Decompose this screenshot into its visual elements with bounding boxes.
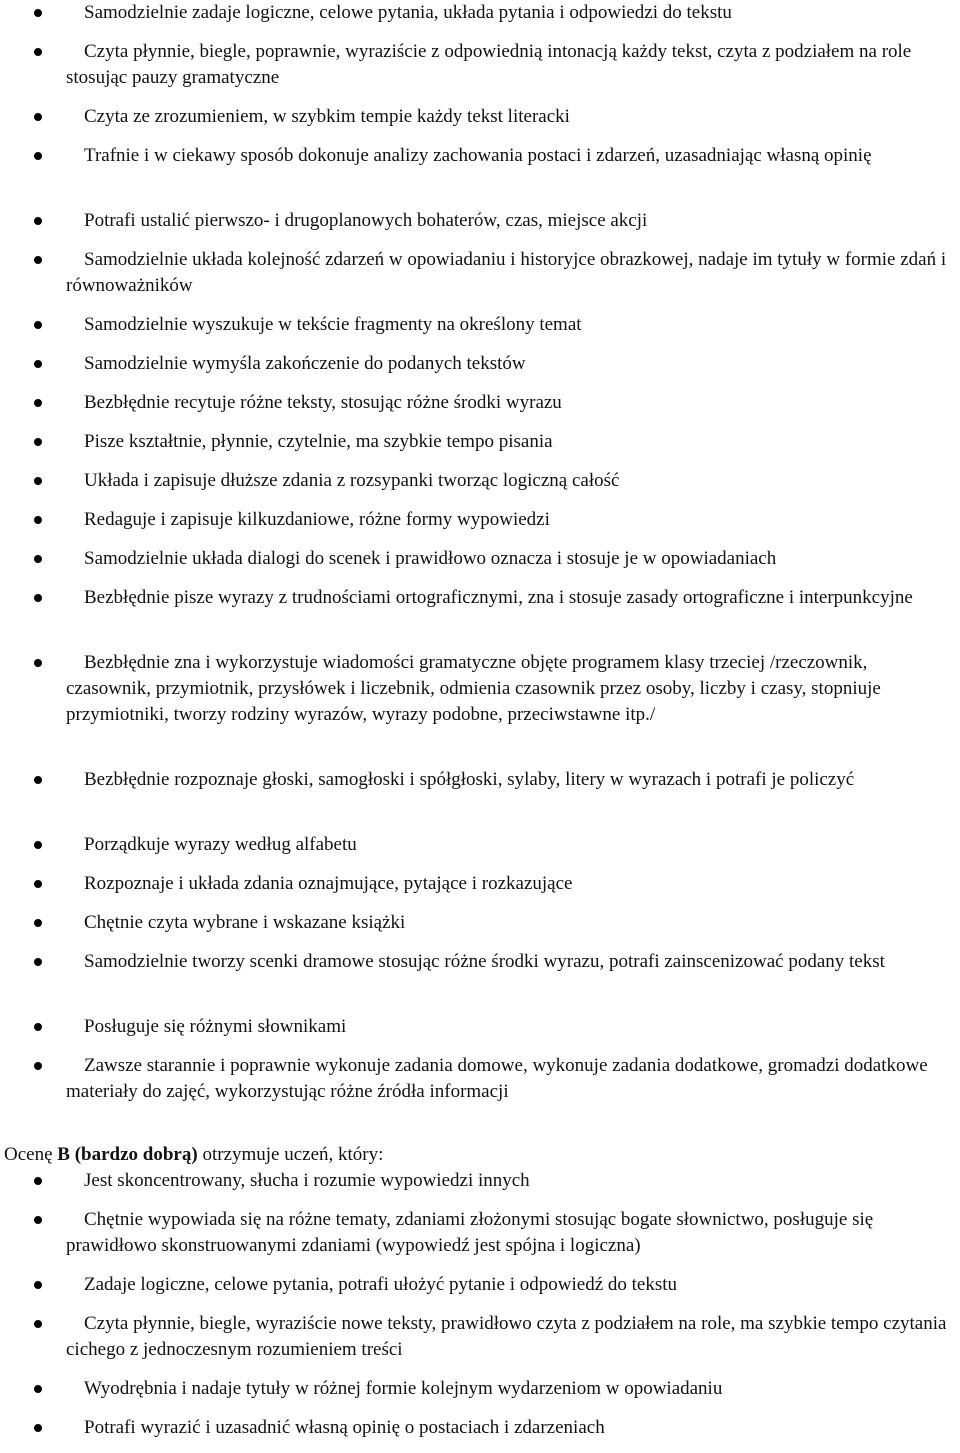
list-item-text: Chętnie wypowiada się na różne tematy, zdaniami złożonymi stosując bogate słownictwo, posługuje się prawidłowo skonstruowanymi zdaniami (wypowiedź jest spójna i logiczna)	[66, 1209, 874, 1256]
bullet-icon	[34, 880, 42, 888]
list-item	[0, 832, 960, 858]
list-item	[0, 208, 960, 234]
grade-heading	[4, 1142, 383, 1168]
bullet-icon	[34, 958, 42, 966]
list-item	[0, 585, 960, 611]
bullet-icon	[34, 321, 42, 329]
list-item-text: Jest skoncentrowany, słucha i rozumie wypowiedzi innych	[84, 1170, 530, 1191]
list-item-text: Chętnie czyta wybrane i wskazane książki	[84, 912, 406, 933]
list-item-text: Bezbłędnie zna i wykorzystuje wiadomości gramatyczne objęte programem klasy trzeciej /rzeczownik, czasownik, przymiotnik, przysłówek i liczebnik, odmienia czasownik przez osoby, liczby i czasy, stopniuje przymiotniki, tworzy rodziny wyrazów, wyrazy podobne, przeciwstawne itp./	[66, 652, 881, 725]
list-item-text: Redaguje i zapisuje kilkuzdaniowe, różne formy wypowiedzi	[84, 509, 550, 530]
list-item-text: Trafnie i w ciekawy sposób dokonuje analizy zachowania postaci i zdarzeń, uzasadniając własną opinię	[84, 145, 872, 166]
list-item-text: Bezbłędnie rozpoznaje głoski, samogłoski i spółgłoski, sylaby, litery w wyrazach i potrafi je policzyć	[84, 769, 855, 790]
list-item-text: Czyta ze zrozumieniem, w szybkim tempie każdy tekst literacki	[84, 106, 570, 127]
list-item	[0, 39, 960, 91]
list-item-text: Pisze kształtnie, płynnie, czytelnie, ma szybkie tempo pisania	[84, 431, 553, 452]
list-item-text: Czyta płynnie, biegle, wyraziście nowe teksty, prawidłowo czyta z podziałem na role, ma szybkie tempo czytania cichego z jednoczesnym rozumieniem treści	[66, 1313, 947, 1360]
list-item-text: Samodzielnie wymyśla zakończenie do podanych tekstów	[84, 353, 526, 374]
list-item	[0, 1311, 960, 1363]
bullet-icon	[34, 1062, 42, 1070]
list-item	[0, 429, 960, 455]
list-item-text: Samodzielnie układa dialogi do scenek i prawidłowo oznacza i stosuje je w opowiadaniach	[84, 548, 777, 569]
list-item	[0, 0, 960, 26]
bullet-icon	[34, 841, 42, 849]
list-item	[0, 546, 960, 572]
bullet-icon	[34, 1177, 42, 1185]
list-item	[0, 1168, 960, 1194]
bullet-icon	[34, 1424, 42, 1432]
list-item-text: Bezbłędnie pisze wyrazy z trudnościami ortograficznymi, zna i stosuje zasady ortograficzne i interpunkcyjne	[84, 587, 913, 608]
bullet-icon	[34, 48, 42, 56]
bullet-icon	[34, 152, 42, 160]
list-item	[0, 1207, 960, 1259]
list-item	[0, 1014, 960, 1040]
list-item	[0, 312, 960, 338]
bullet-icon	[34, 477, 42, 485]
list-item-text: Potrafi ustalić pierwszo- i drugoplanowych bohaterów, czas, miejsce akcji	[84, 210, 648, 231]
list-item	[0, 143, 960, 169]
bullet-icon	[34, 113, 42, 121]
list-item-text: Bezbłędnie recytuje różne teksty, stosując różne środki wyrazu	[84, 392, 562, 413]
list-item-text: Samodzielnie układa kolejność zdarzeń w opowiadaniu i historyjce obrazkowej, nadaje im tytuły w formie zdań i równoważników	[66, 249, 947, 296]
list-item	[0, 910, 960, 936]
list-item-text: Posługuje się różnymi słownikami	[84, 1016, 347, 1037]
grade-heading-prefix: Ocenę	[4, 1144, 58, 1165]
bullet-icon	[34, 256, 42, 264]
bullet-icon	[34, 399, 42, 407]
list-item	[0, 949, 960, 975]
list-item-text: Układa i zapisuje dłuższe zdania z rozsypanki tworząc logiczną całość	[84, 470, 620, 491]
bullet-icon	[34, 1320, 42, 1328]
bullet-icon	[34, 659, 42, 667]
list-item-text: Samodzielnie zadaje logiczne, celowe pytania, układa pytania i odpowiedzi do tekstu	[84, 2, 732, 23]
grade-heading-grade: B (bardzo dobrą)	[57, 1144, 198, 1165]
bullet-icon	[34, 1385, 42, 1393]
list-item	[0, 1376, 960, 1402]
list-item	[0, 650, 960, 728]
list-item	[0, 767, 960, 793]
list-item-text: Samodzielnie tworzy scenki dramowe stosując różne środki wyrazu, potrafi zainscenizować podany tekst	[84, 951, 885, 972]
list-item	[0, 468, 960, 494]
bullet-icon	[34, 1281, 42, 1289]
list-item	[0, 871, 960, 897]
list-item-text: Samodzielnie wyszukuje w tekście fragmenty na określony temat	[84, 314, 582, 335]
bullet-icon	[34, 594, 42, 602]
list-item	[0, 1053, 960, 1105]
list-item	[0, 1415, 960, 1441]
bullet-icon	[34, 1023, 42, 1031]
bullet-icon	[34, 555, 42, 563]
list-item-text: Potrafi wyrazić i uzasadnić własną opinię o postaciach i zdarzeniach	[84, 1417, 605, 1438]
list-item-text: Zawsze starannie i poprawnie wykonuje zadania domowe, wykonuje zadania dodatkowe, gromadzi dodatkowe materiały do zajęć, wykorzystując różne źródła informacji	[66, 1055, 928, 1102]
list-item	[0, 104, 960, 130]
list-item	[0, 1272, 960, 1298]
bullet-icon	[34, 776, 42, 784]
list-item-text: Czyta płynnie, biegle, poprawnie, wyraziście z odpowiednią intonacją każdy tekst, czyta z podziałem na role stosując pauzy gramatyczne	[66, 41, 912, 88]
list-item	[0, 390, 960, 416]
bullet-icon	[34, 516, 42, 524]
bullet-icon	[34, 438, 42, 446]
bullet-icon	[34, 919, 42, 927]
list-item	[0, 351, 960, 377]
bullet-icon	[34, 9, 42, 17]
list-item-text: Wyodrębnia i nadaje tytuły w różnej formie kolejnym wydarzeniom w opowiadaniu	[84, 1378, 723, 1399]
grade-heading-suffix: otrzymuje uczeń, który:	[197, 1144, 384, 1165]
bullet-icon	[34, 360, 42, 368]
list-item-text: Porządkuje wyrazy według alfabetu	[84, 834, 357, 855]
bullet-icon	[34, 1216, 42, 1224]
list-item-text: Rozpoznaje i układa zdania oznajmujące, pytające i rozkazujące	[84, 873, 573, 894]
list-item	[0, 507, 960, 533]
list-item	[0, 247, 960, 299]
bullet-icon	[34, 217, 42, 225]
list-item-text: Zadaje logiczne, celowe pytania, potrafi ułożyć pytanie i odpowiedź do tekstu	[84, 1274, 678, 1295]
